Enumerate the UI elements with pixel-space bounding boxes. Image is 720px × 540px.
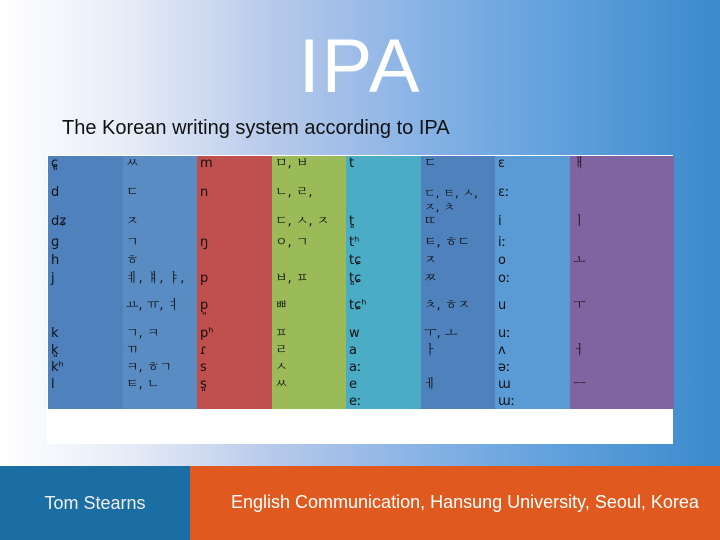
table-cell-hangul: [123, 394, 197, 409]
table-cell-hangul: ㄷ: [123, 185, 197, 214]
table-cell-hangul: [272, 253, 346, 271]
table-cell-hangul: ㅆ: [123, 156, 197, 185]
table-cell-hangul: ㄲ: [123, 343, 197, 360]
table-cell-hangul: ㅈ: [421, 253, 495, 271]
table-cell-ipa-symbol: i: [495, 214, 570, 235]
table-cell-hangul: ㄱ: [123, 235, 197, 253]
table-cell-ipa-symbol: uː: [495, 326, 570, 343]
table-cell-ipa-symbol: h: [48, 253, 123, 271]
table-cell-ipa-symbol: ɡ: [48, 235, 123, 253]
table-cell-hangul: ㅋ, ㅎㄱ: [123, 360, 197, 377]
table-cell-hangul: [570, 235, 674, 253]
table-cell-hangul: ㅔ: [421, 377, 495, 394]
table-cell-ipa-symbol: kʰ: [48, 360, 123, 377]
table-cell-ipa-symbol: s: [197, 360, 272, 377]
table-cell-ipa-symbol: iː: [495, 235, 570, 253]
table-cell-hangul: ㅆ: [272, 377, 346, 394]
table-cell-ipa-symbol: k: [48, 326, 123, 343]
table-cell-hangul: ㅃ: [272, 298, 346, 326]
table-cell-hangul: ㅎ: [123, 253, 197, 271]
table-cell-ipa-symbol: [48, 298, 123, 326]
table-cell-ipa-symbol: d: [48, 185, 123, 214]
table-cell-ipa-symbol: a: [346, 343, 421, 360]
table-cell-hangul: [421, 360, 495, 377]
table-cell-ipa-symbol: tɕ: [346, 253, 421, 271]
table-cell-ipa-symbol: ŋ: [197, 235, 272, 253]
table-cell-ipa-symbol: t͈: [346, 214, 421, 235]
table-cell-ipa-symbol: s͈: [197, 377, 272, 394]
table-cell-ipa-symbol: l: [48, 377, 123, 394]
table-cell-hangul: [570, 185, 674, 214]
table-cell-hangul: ㅗ: [570, 253, 674, 271]
table-cell-ipa-symbol: tʰ: [346, 235, 421, 253]
table-cell-ipa-symbol: p: [197, 271, 272, 298]
table-cell-ipa-symbol: u: [495, 298, 570, 326]
table-cell-hangul: ㅍ: [272, 326, 346, 343]
table-cell-hangul: ㄸ: [421, 214, 495, 235]
table-cell-hangul: ㅛ, ㅠ, ㅕ: [123, 298, 197, 326]
table-cell-hangul: ㅖ, ㅒ, ㅑ,: [123, 271, 197, 298]
table-cell-ipa-symbol: [197, 214, 272, 235]
table-cell-hangul: ㅌ, ㄴ: [123, 377, 197, 394]
table-cell-ipa-symbol: aː: [346, 360, 421, 377]
table-cell-ipa-symbol: əː: [495, 360, 570, 377]
table-cell-hangul: ㅓ: [570, 343, 674, 360]
footer-author: Tom Stearns: [0, 466, 190, 540]
table-cell-hangul: ㅁ, ㅂ: [272, 156, 346, 185]
table-cell-hangul: [272, 394, 346, 409]
table-cell-hangul: ㅇ, ㄱ: [272, 235, 346, 253]
table-cell-ipa-symbol: dʑ: [48, 214, 123, 235]
table-cell-ipa-symbol: oː: [495, 271, 570, 298]
table-cell-hangul: ㅡ: [570, 377, 674, 394]
table-cell-hangul: ㅈ: [123, 214, 197, 235]
table-cell-hangul: ㄷ: [421, 156, 495, 185]
table-cell-hangul: ㅜ: [570, 298, 674, 326]
page-subtitle: The Korean writing system according to IPA: [62, 117, 450, 139]
table-cell-ipa-symbol: ɯː: [495, 394, 570, 409]
table-cell-ipa-symbol: m: [197, 156, 272, 185]
table-cell-hangul: ㄷ, ㅅ, ㅈ: [272, 214, 346, 235]
table-cell-hangul: ㅌ, ㅎㄷ: [421, 235, 495, 253]
table-cell-ipa-symbol: w: [346, 326, 421, 343]
table-cell-ipa-symbol: [48, 394, 123, 409]
table-cell-ipa-symbol: ɾ: [197, 343, 272, 360]
table-cell-hangul: ㅊ, ㅎㅈ: [421, 298, 495, 326]
table-cell-hangul: ㅜ, ㅗ: [421, 326, 495, 343]
table-cell-hangul: [570, 271, 674, 298]
table-cell-hangul: ㅅ: [272, 360, 346, 377]
table-cell-hangul: ㅂ, ㅍ: [272, 271, 346, 298]
table-cell-hangul: [421, 394, 495, 409]
table-cell-ipa-symbol: o: [495, 253, 570, 271]
table-cell-ipa-symbol: n: [197, 185, 272, 214]
table-cell-hangul: ㅣ: [570, 214, 674, 235]
table-cell-ipa-symbol: p͈: [197, 298, 272, 326]
table-cell-ipa-symbol: ɛː: [495, 185, 570, 214]
table-cell-ipa-symbol: [197, 394, 272, 409]
table-cell-hangul: ㄹ: [272, 343, 346, 360]
table-cell-ipa-symbol: ɯ: [495, 377, 570, 394]
ipa-table: [47, 155, 673, 444]
table-cell-ipa-symbol: eː: [346, 394, 421, 409]
table-cell-hangul: ㅐ: [570, 156, 674, 185]
table-cell-ipa-symbol: e: [346, 377, 421, 394]
table-cell-hangul: [570, 360, 674, 377]
table-cell-ipa-symbol: tɕʰ: [346, 298, 421, 326]
table-cell-ipa-symbol: t: [346, 156, 421, 185]
table-cell-ipa-symbol: pʰ: [197, 326, 272, 343]
page-title: IPA: [298, 24, 422, 109]
table-cell-hangul: ㄷ, ㅌ, ㅅ, ㅈ, ㅊ: [421, 185, 495, 214]
table-cell-hangul: ㄴ, ㄹ,: [272, 185, 346, 214]
table-cell-hangul: [570, 326, 674, 343]
table-cell-hangul: [570, 394, 674, 409]
table-cell-hangul: ㅏ: [421, 343, 495, 360]
table-cell-ipa-symbol: t͈ɕ: [346, 271, 421, 298]
table-cell-ipa-symbol: ɕ͈: [48, 156, 123, 185]
table-cell-hangul: ㄱ, ㅋ: [123, 326, 197, 343]
table-cell-ipa-symbol: [197, 253, 272, 271]
table-cell-hangul: ㅉ: [421, 271, 495, 298]
table-cell-ipa-symbol: ɛ: [495, 156, 570, 185]
table-cell-ipa-symbol: j: [48, 271, 123, 298]
table-cell-ipa-symbol: ʌ: [495, 343, 570, 360]
footer-affiliation: English Communication, Hansung University, Seoul, Korea: [190, 466, 720, 540]
table-cell-ipa-symbol: [346, 185, 421, 214]
table-cell-ipa-symbol: k͈: [48, 343, 123, 360]
